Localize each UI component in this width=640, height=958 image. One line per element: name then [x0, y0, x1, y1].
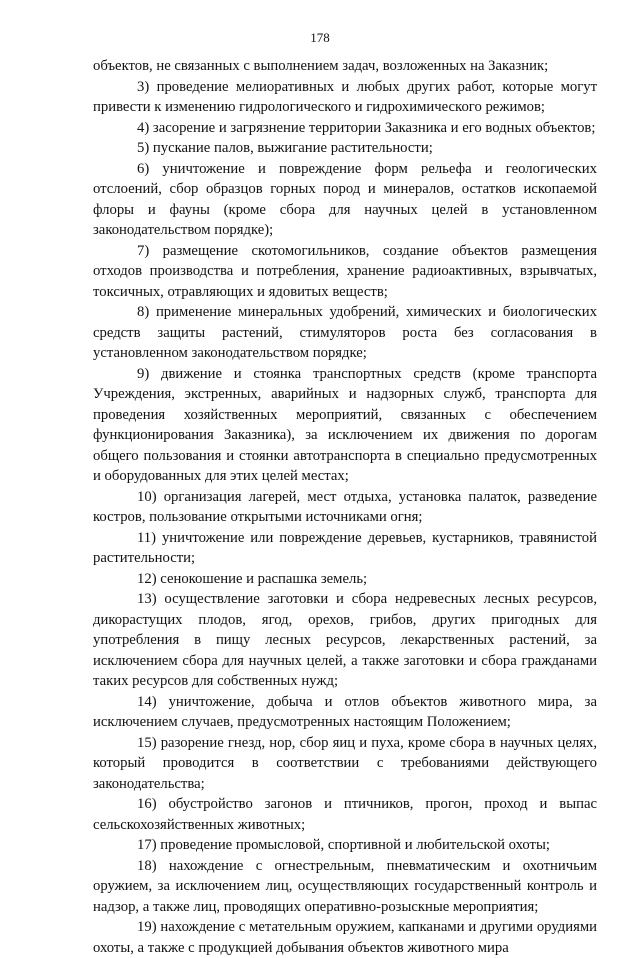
list-item-17: 17) проведение промысловой, спортивной и любительской охоты; [137, 837, 550, 853]
list-item-7: 7) размещение скотомогильников, создание объектов размещения отходов производства и потребления, хранение радиоактивных, взрывчатых, токсичных, отравляющих и ядовитых веществ; [93, 242, 597, 300]
list-item-4: 4) засорение и загрязнение территории Заказника и его водных объектов; [137, 119, 596, 136]
list-item-16: 16) обустройство загонов и птичников, прогон, проход и выпас сельскохозяйственных животных; [93, 796, 597, 833]
list-item-18: 18) нахождение с огнестрельным, пневматическим и охотничьим оружием, за исключением лиц, осуществляющих государственный контроль и надзор, а также лиц, проводящих оперативно-розыскные мероприятия; [93, 857, 597, 915]
list-item-3: 3) проведение мелиоративных и любых других работ, которые могут привести к изменению гидрологического и гидрохимического режимов; [93, 78, 597, 115]
list-item-14: 14) уничтожение, добыча и отлов объектов животного мира, за исключением случаев, предусмотренных настоящим Положением; [93, 693, 597, 730]
list-item-8: 8) применение минеральных удобрений, химических и биологических средств защиты растений, стимуляторов роста без согласования в установленном законодательством порядке; [93, 304, 597, 361]
list-item-15: 15) разорение гнезд, нор, сбор яиц и пуха, кроме сбора в научных целях, который проводится в соответствии с требованиями действующего законодательства; [93, 734, 597, 792]
page-number: 178 [310, 30, 330, 45]
list-item-6: 6) уничтожение и повреждение форм рельефа и геологических отслоений, сбор образцов горных пород и минералов, остатков ископаемой флоры и фауны (кроме сбора для научных целей в установленном законодательством порядке); [93, 160, 597, 238]
paragraph-continuation: объектов, не связанных с выполнением задач, возложенных на Заказник; [93, 58, 549, 74]
document-body [93, 56, 597, 958]
list-item-19: 19) нахождение с метательным оружием, капканами и другими орудиями охоты, а также с продукцией добывания объектов животного мира [93, 919, 597, 956]
list-item-10: 10) организация лагерей, мест отдыха, установка палаток, разведение костров, пользование открытыми источниками огня; [93, 488, 597, 525]
list-item-11: 11) уничтожение или повреждение деревьев, кустарников, травянистой растительности; [93, 529, 597, 566]
list-item-5: 5) пускание палов, выжигание растительности; [137, 140, 433, 156]
list-item-13: 13) осуществление заготовки и сбора недревесных лесных ресурсов, дикорастущих плодов, ягод, орехов, грибов, других пригодных для употребления в пищу лесных ресурсов, лекарственных растений, за исключением сбора для научных целей, а также заготовки и сбора гражданами таких ресурсов для собственных нужд; [93, 591, 597, 689]
list-item-12: 12) сенокошение и распашка земель; [137, 570, 368, 587]
list-item-9: 9) движение и стоянка транспортных средств (кроме транспорта Учреждения, экстренных, аварийных и надзорных служб, транспорта для проведения хозяйственных мероприятий, связанных с обеспечением функционирования Заказника), за исключением их движения по дорогам общего пользования и стоянки автотранспорта в специально предусмотренных и оборудованных для этих целей местах; [93, 365, 597, 484]
